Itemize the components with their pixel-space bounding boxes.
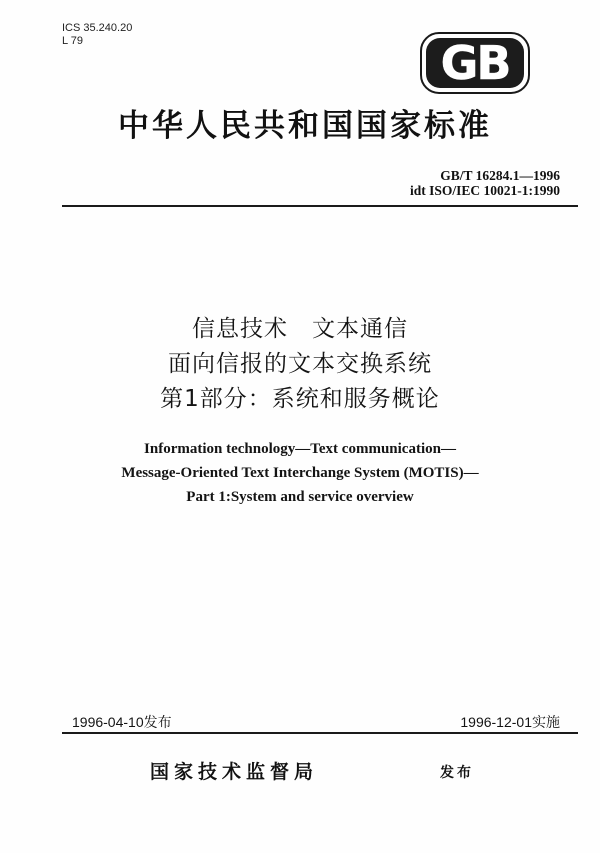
issue-date: 1996-04-10发布	[72, 714, 172, 730]
english-title-line-1: Information technology—Text communication—	[144, 441, 456, 457]
chinese-title	[0, 312, 600, 417]
classification-codes	[62, 22, 132, 48]
header-divider	[62, 205, 578, 207]
publish-label: 发布	[440, 765, 474, 781]
identical-to-reference: idt ISO/IEC 10021-1:1990	[409, 183, 560, 198]
standard-number: GB/T 16284.1—1996	[440, 168, 560, 183]
chinese-title-line-3: 第1部分：系统和服务概论	[160, 386, 440, 412]
publisher-name: 国家技术监督局	[150, 761, 319, 783]
national-standard-title: 中华人民共和国国家标准	[118, 108, 492, 144]
chinese-title-line-2: 面向信报的文本交换系统	[168, 351, 432, 377]
english-title	[0, 437, 600, 509]
chinese-title-line-1: 信息技术 文本通信	[192, 316, 408, 342]
english-title-line-2: Message-Oriented Text Interchange System (MOTIS)—	[121, 465, 479, 481]
english-title-line-3: Part 1:System and service overview	[186, 489, 414, 505]
gb-logo-text: GB	[440, 36, 510, 90]
ics-code: ICS 35.240.20	[62, 22, 133, 34]
footer-divider	[62, 732, 578, 734]
gb-logo	[420, 32, 530, 94]
ccs-code: L 79	[62, 35, 84, 47]
effective-date: 1996-12-01实施	[460, 714, 560, 730]
standard-number-block	[410, 168, 560, 198]
